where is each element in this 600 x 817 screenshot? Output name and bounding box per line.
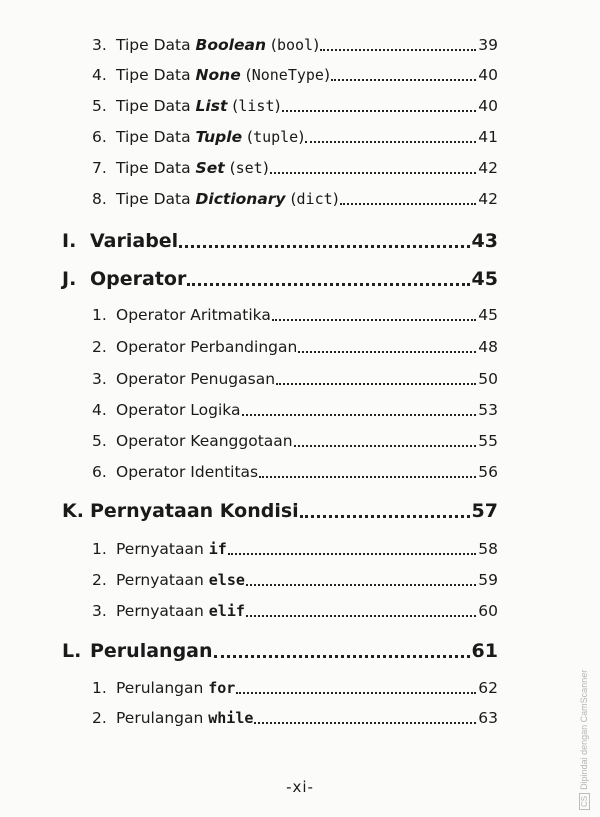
entry-title-prefix: Pernyataan bbox=[116, 571, 209, 589]
dot-leader bbox=[294, 444, 477, 447]
toc-subsection-entry[interactable] bbox=[92, 459, 498, 481]
entry-title-prefix: Perulangan bbox=[116, 679, 209, 697]
dot-leader bbox=[331, 78, 476, 81]
entry-page-number: 55 bbox=[478, 432, 498, 450]
camscanner-logo-icon: CS bbox=[579, 793, 590, 810]
entry-title: Operator Logika bbox=[116, 401, 241, 419]
entry-page-number: 62 bbox=[478, 679, 498, 697]
dot-leader bbox=[254, 721, 476, 724]
entry-page-number: 57 bbox=[471, 500, 498, 522]
entry-page-number: 56 bbox=[478, 463, 498, 481]
entry-number: 4. bbox=[92, 401, 107, 419]
dot-leader bbox=[242, 413, 477, 416]
entry-title: Operator Identitas bbox=[116, 463, 259, 481]
entry-title-keyword: elif bbox=[208, 602, 245, 620]
entry-title-emphasis: Dictionary bbox=[195, 190, 286, 208]
entry-number: K. bbox=[62, 500, 84, 522]
entry-title: Tipe Data Tuple (tuple) bbox=[116, 128, 305, 146]
dot-leader bbox=[300, 514, 470, 518]
toc-section-entry[interactable] bbox=[62, 226, 498, 252]
dot-leader bbox=[179, 244, 469, 248]
toc-subsection-entry[interactable] bbox=[92, 32, 498, 54]
entry-page-number: 40 bbox=[478, 97, 498, 115]
entry-title: Pernyataan Kondisi bbox=[90, 500, 299, 522]
entry-page-number: 41 bbox=[478, 128, 498, 146]
entry-title: Tipe Data Dictionary (dict) bbox=[116, 190, 339, 208]
entry-number: 2. bbox=[92, 338, 107, 356]
entry-number: J. bbox=[62, 268, 77, 290]
entry-page-number: 59 bbox=[478, 571, 498, 589]
entry-page-number: 58 bbox=[478, 540, 498, 558]
entry-title-prefix: Tipe Data bbox=[116, 66, 196, 84]
entry-title-code: tuple bbox=[253, 128, 299, 146]
entry-page-number: 39 bbox=[478, 36, 498, 54]
dot-leader bbox=[320, 48, 476, 51]
toc-subsection-entry[interactable] bbox=[92, 397, 498, 419]
entry-title-prefix: Perulangan bbox=[116, 709, 209, 727]
entry-page-number: 45 bbox=[478, 306, 498, 324]
dot-leader bbox=[282, 109, 477, 112]
entry-number: 6. bbox=[92, 128, 107, 146]
entry-title: Tipe Data Boolean (bool) bbox=[116, 36, 320, 54]
entry-title: Variabel bbox=[90, 230, 179, 252]
entry-title: Operator Perbandingan bbox=[116, 338, 298, 356]
toc-subsection-entry[interactable] bbox=[92, 62, 498, 84]
entry-title-emphasis: Boolean bbox=[195, 36, 266, 54]
dot-leader bbox=[214, 654, 470, 658]
entry-number: L. bbox=[62, 640, 82, 662]
entry-title-prefix: Pernyataan bbox=[116, 540, 209, 558]
dot-leader bbox=[259, 475, 476, 478]
toc-subsection-entry[interactable] bbox=[92, 705, 498, 727]
dot-leader bbox=[236, 691, 476, 694]
entry-title: Operator Penugasan bbox=[116, 370, 276, 388]
entry-title-emphasis: Tuple bbox=[195, 128, 243, 146]
entry-page-number: 40 bbox=[478, 66, 498, 84]
entry-title-code: dict bbox=[296, 190, 333, 208]
entry-page-number: 48 bbox=[478, 338, 498, 356]
entry-page-number: 61 bbox=[471, 640, 498, 662]
entry-title-code: list bbox=[238, 97, 275, 115]
entry-title: Tipe Data List (list) bbox=[116, 97, 281, 115]
entry-title: Tipe Data Set (set) bbox=[116, 159, 269, 177]
entry-title-keyword: else bbox=[208, 571, 245, 589]
toc-subsection-entry[interactable] bbox=[92, 124, 498, 146]
entry-title-code: NoneType bbox=[251, 66, 324, 84]
entry-page-number: 63 bbox=[478, 709, 498, 727]
toc-subsection-entry[interactable] bbox=[92, 302, 498, 324]
dot-leader bbox=[246, 614, 476, 617]
entry-number: 5. bbox=[92, 432, 107, 450]
entry-page-number: 50 bbox=[478, 370, 498, 388]
toc-section-entry[interactable] bbox=[62, 264, 498, 290]
entry-page-number: 43 bbox=[471, 230, 498, 252]
entry-title-code: set bbox=[235, 159, 263, 177]
entry-title-prefix: Tipe Data bbox=[116, 97, 196, 115]
entry-title-emphasis: None bbox=[195, 66, 241, 84]
entry-title-emphasis: List bbox=[195, 97, 228, 115]
toc-subsection-entry[interactable] bbox=[92, 675, 498, 697]
entry-title: Tipe Data None (NoneType) bbox=[116, 66, 331, 84]
entry-title-prefix: Tipe Data bbox=[116, 36, 196, 54]
dot-leader bbox=[305, 140, 476, 143]
entry-page-number: 42 bbox=[478, 190, 498, 208]
entry-page-number: 42 bbox=[478, 159, 498, 177]
toc-section-entry[interactable] bbox=[62, 636, 498, 662]
entry-number: 5. bbox=[92, 97, 107, 115]
toc-subsection-entry[interactable] bbox=[92, 366, 498, 388]
toc-subsection-entry[interactable] bbox=[92, 186, 498, 208]
dot-leader bbox=[298, 350, 476, 353]
entry-title-keyword: for bbox=[208, 679, 236, 697]
entry-title bbox=[116, 709, 253, 727]
entry-page-number: 60 bbox=[478, 602, 498, 620]
entry-page-number: 45 bbox=[471, 268, 498, 290]
entry-title: Operator Keanggotaan bbox=[116, 432, 293, 450]
entry-title bbox=[116, 679, 235, 697]
dot-leader bbox=[228, 552, 476, 555]
dot-leader bbox=[246, 583, 476, 586]
scanner-watermark bbox=[579, 670, 590, 810]
entry-title-prefix: Tipe Data bbox=[116, 128, 196, 146]
entry-number: 8. bbox=[92, 190, 107, 208]
entry-number: I. bbox=[62, 230, 77, 252]
dot-leader bbox=[187, 282, 469, 286]
entry-page-number: 53 bbox=[478, 401, 498, 419]
toc-section-entry[interactable] bbox=[62, 496, 498, 522]
entry-title bbox=[116, 540, 227, 558]
page-number-footer: -xi- bbox=[286, 778, 314, 796]
entry-number: 2. bbox=[92, 571, 107, 589]
toc-subsection-entry[interactable] bbox=[92, 536, 498, 558]
entry-number: 4. bbox=[92, 66, 107, 84]
entry-number: 7. bbox=[92, 159, 107, 177]
entry-title bbox=[116, 602, 245, 620]
entry-title: Perulangan bbox=[90, 640, 213, 662]
entry-title: Operator bbox=[90, 268, 187, 290]
dot-leader bbox=[270, 171, 476, 174]
entry-number: 2. bbox=[92, 709, 107, 727]
entry-title-prefix: Pernyataan bbox=[116, 602, 209, 620]
entry-title-keyword: while bbox=[208, 709, 254, 727]
entry-title: Operator Aritmatika bbox=[116, 306, 271, 324]
dot-leader bbox=[276, 382, 476, 385]
entry-title bbox=[116, 571, 245, 589]
entry-number: 3. bbox=[92, 370, 107, 388]
entry-number: 1. bbox=[92, 679, 107, 697]
toc-subsection-entry[interactable] bbox=[92, 155, 498, 177]
toc-subsection-entry[interactable] bbox=[92, 428, 498, 450]
entry-number: 3. bbox=[92, 602, 107, 620]
dot-leader bbox=[272, 318, 476, 321]
toc-subsection-entry[interactable] bbox=[92, 598, 498, 620]
entry-title-prefix: Tipe Data bbox=[116, 159, 196, 177]
entry-title-code: bool bbox=[276, 36, 314, 54]
entry-number: 1. bbox=[92, 540, 107, 558]
entry-title-keyword: if bbox=[208, 540, 227, 558]
entry-number: 6. bbox=[92, 463, 107, 481]
entry-number: 1. bbox=[92, 306, 107, 324]
toc-subsection-entry[interactable] bbox=[92, 334, 498, 356]
entry-number: 3. bbox=[92, 36, 107, 54]
dot-leader bbox=[340, 202, 477, 205]
entry-title-prefix: Tipe Data bbox=[116, 190, 196, 208]
entry-title-emphasis: Set bbox=[195, 159, 225, 177]
toc-subsection-entry[interactable] bbox=[92, 567, 498, 589]
toc-subsection-entry[interactable] bbox=[92, 93, 498, 115]
watermark-text: Dipindai dengan CamScanner bbox=[579, 669, 589, 790]
